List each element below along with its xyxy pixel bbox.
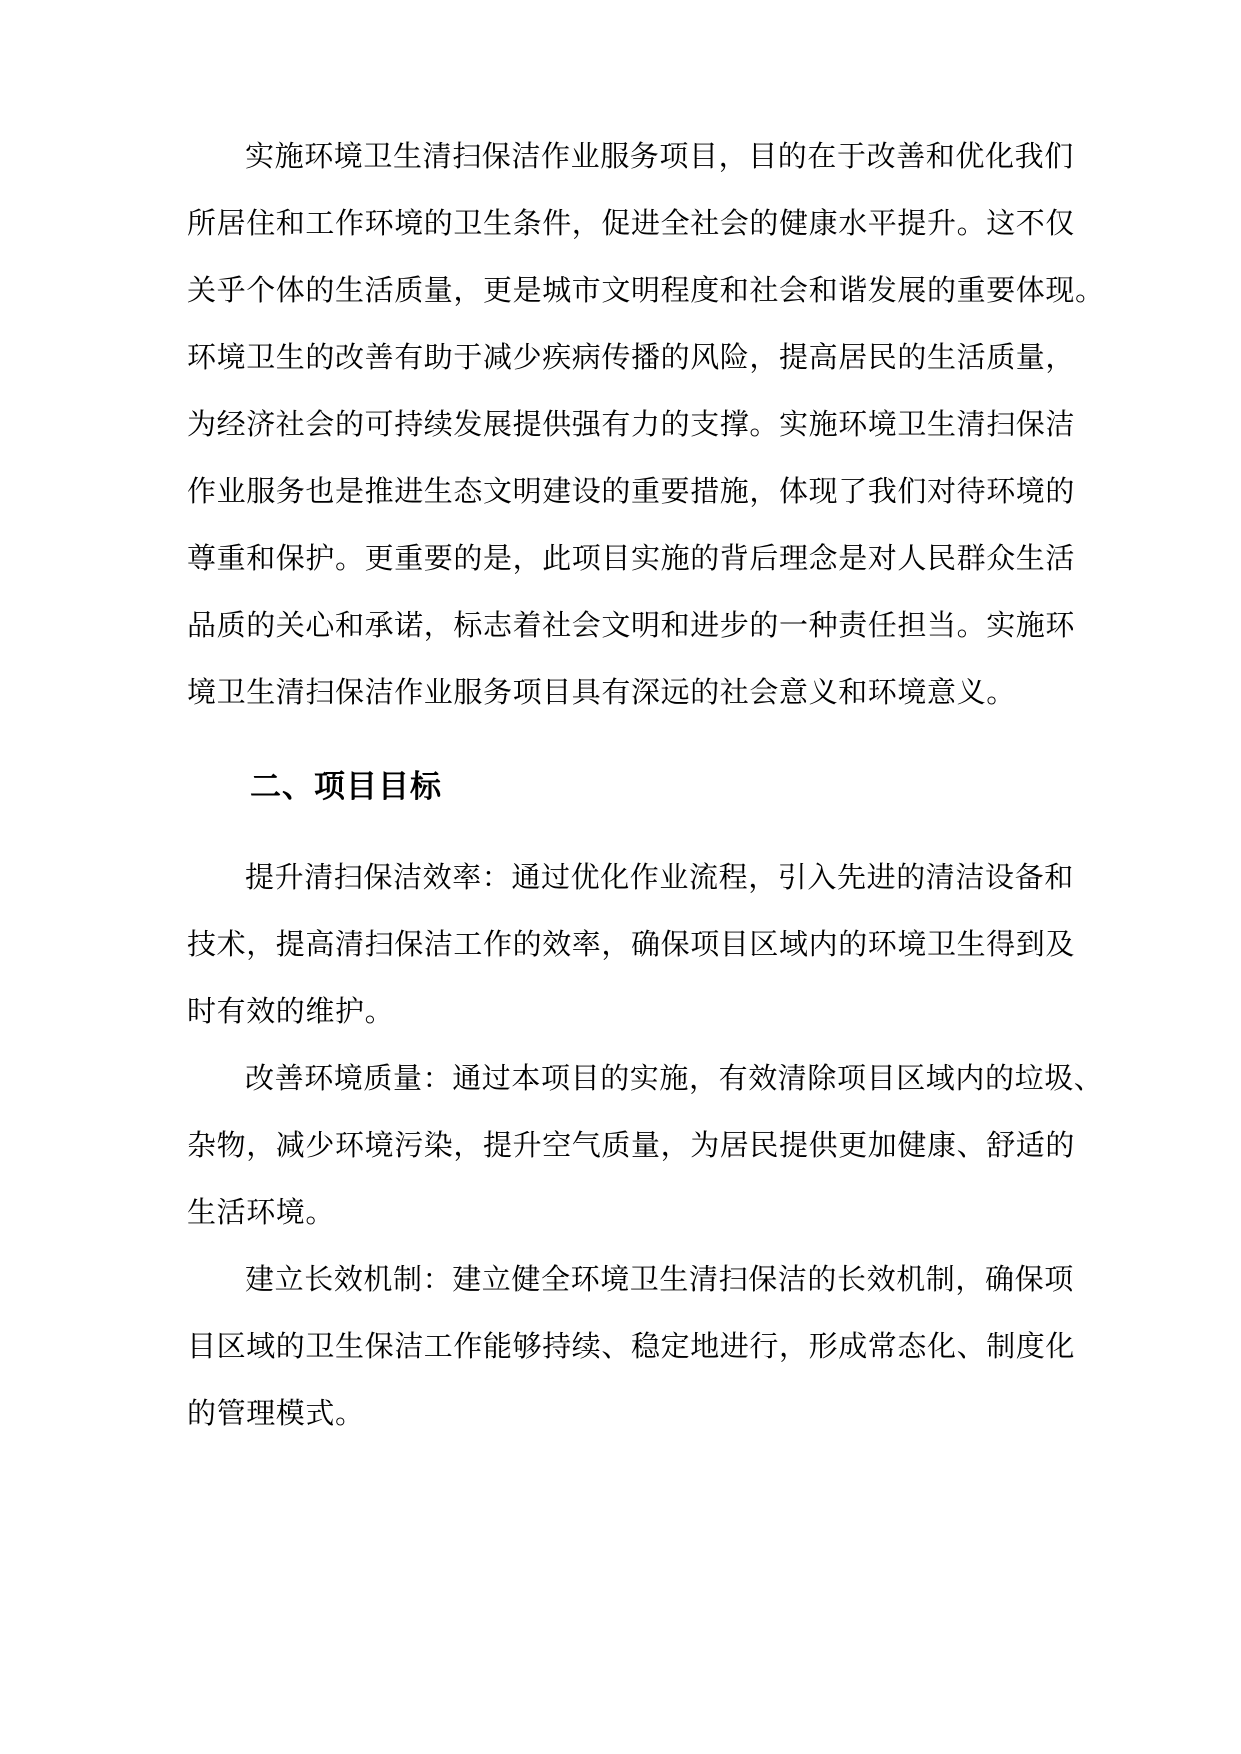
goal-2-line-3: 生活环境。 bbox=[187, 1195, 336, 1229]
intro-line-2: 所居住和工作环境的卫生条件，促进全社会的健康水平提升。这不仅 bbox=[187, 206, 1076, 240]
intro-line-5: 为经济社会的可持续发展提供强有力的支撑。实施环境卫生清扫保洁 bbox=[187, 407, 1076, 441]
intro-line-3: 关乎个体的生活质量，更是城市文明程度和社会和谐发展的重要体现。 bbox=[187, 273, 1105, 307]
goal-3-line-2: 目区域的卫生保洁工作能够持续、稳定地进行，形成常态化、制度化 bbox=[187, 1329, 1076, 1363]
intro-line-7: 尊重和保护。更重要的是，此项目实施的背后理念是对人民群众生活 bbox=[187, 541, 1076, 575]
intro-line-1: 实施环境卫生清扫保洁作业服务项目，目的在于改善和优化我们 bbox=[245, 139, 1074, 173]
goal-3-line-3: 的管理模式。 bbox=[187, 1396, 365, 1430]
intro-line-6: 作业服务也是推进生态文明建设的重要措施，体现了我们对待环境的 bbox=[187, 474, 1076, 508]
intro-line-9: 境卫生清扫保洁作业服务项目具有深远的社会意义和环境意义。 bbox=[187, 675, 1016, 709]
intro-line-4: 环境卫生的改善有助于减少疾病传播的风险，提高居民的生活质量， bbox=[187, 340, 1076, 374]
section-heading: 二、项目目标 bbox=[250, 769, 442, 805]
goal-3-line-1: 建立长效机制：建立健全环境卫生清扫保洁的长效机制，确保项 bbox=[245, 1262, 1074, 1296]
intro-line-8: 品质的关心和承诺，标志着社会文明和进步的一种责任担当。实施环 bbox=[187, 608, 1076, 642]
goal-2-line-2: 杂物，减少环境污染，提升空气质量，为居民提供更加健康、舒适的 bbox=[187, 1128, 1076, 1162]
goal-1-line-3: 时有效的维护。 bbox=[187, 994, 395, 1028]
goal-1-line-1: 提升清扫保洁效率：通过优化作业流程，引入先进的清洁设备和 bbox=[245, 860, 1074, 894]
goal-1-line-2: 技术，提高清扫保洁工作的效率，确保项目区域内的环境卫生得到及 bbox=[187, 927, 1076, 961]
goal-2-line-1: 改善环境质量：通过本项目的实施，有效清除项目区域内的垃圾、 bbox=[245, 1061, 1104, 1095]
